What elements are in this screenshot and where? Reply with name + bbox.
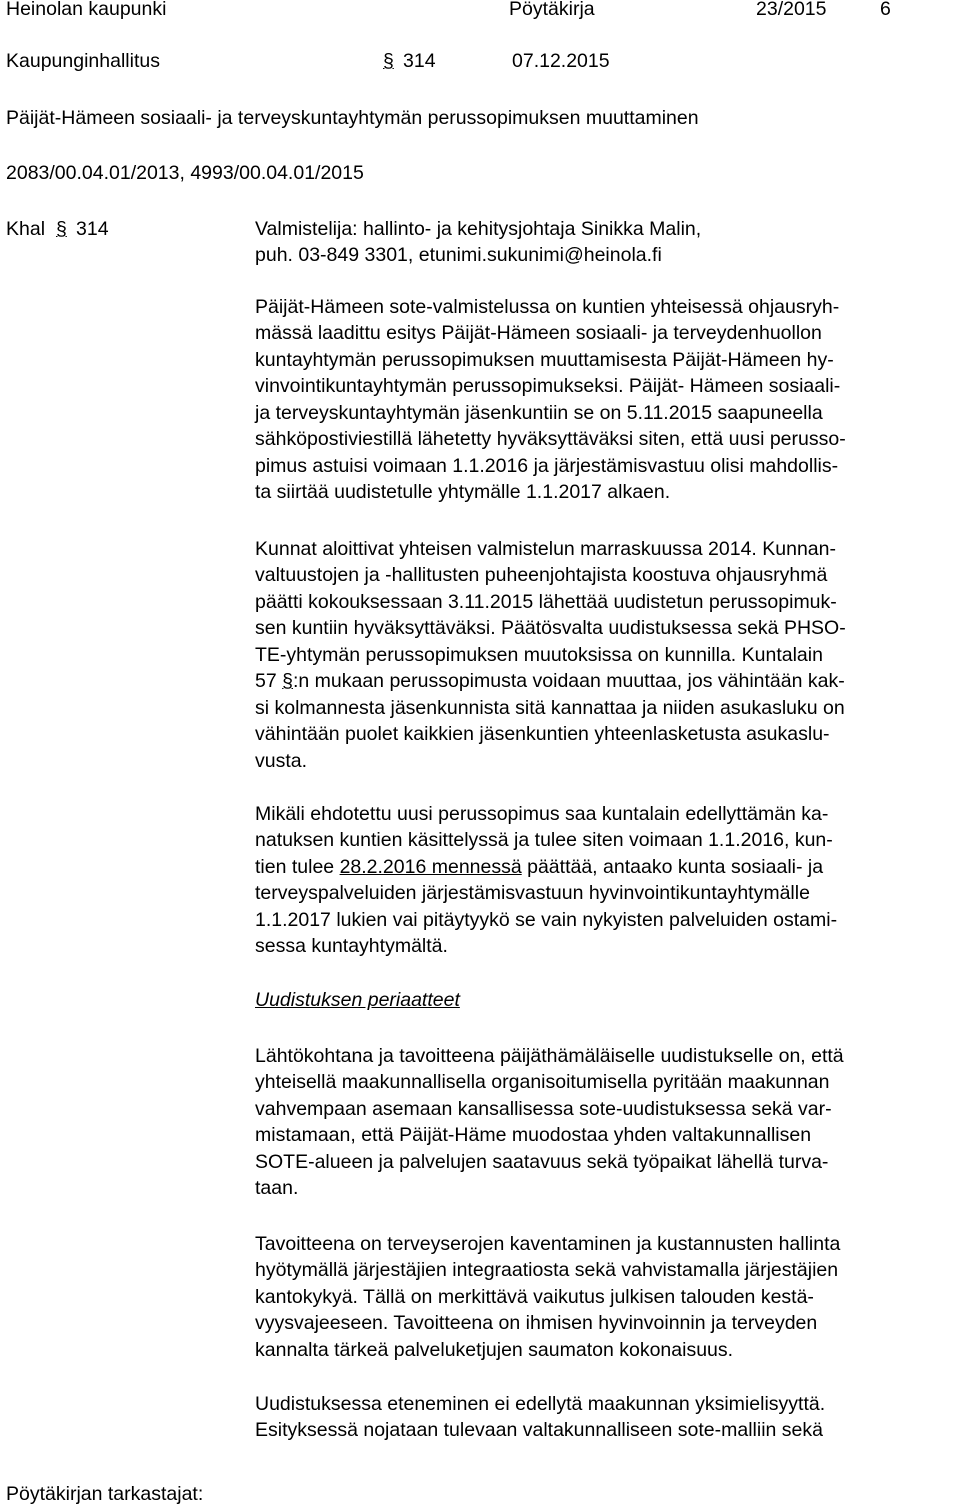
deadline-date: 28.2.2016 mennessä [339,856,522,878]
law-section-number: 57 [255,670,283,692]
paragraph-line: terveyspalveluiden järjestämisvastuun hyvinvointikuntayhtymälle [255,882,810,904]
item-number: 314 [76,218,109,240]
preparer-line: Valmistelija: hallinto- ja kehitysjohtaja Sinikka Malin, [255,218,702,240]
section-symbol: § [383,50,394,72]
municipality-name: Heinolan kaupunki [6,0,167,20]
paragraph-line: Uudistuksessa eteneminen ei edellytä maakunnan yksimielisyyttä. [255,1393,826,1415]
paragraph-line: kannalta tärkeä palveluketjujen saumaton kokonaisuus. [255,1339,734,1361]
paragraph-fragment: tien tulee [255,856,340,878]
paragraph-line: sen kuntiin hyväksyttäväksi. Päätösvalta uudistuksessa sekä PHSO- [255,617,846,639]
paragraph-line: vusta. [255,750,308,772]
document-title: Päijät-Hämeen sosiaali- ja terveyskuntayhtymän perussopimuksen muuttaminen [6,107,699,129]
paragraph-line: mässä laadittu esitys Päijät-Hämeen sosiaali- ja terveydenhuollon [255,322,822,344]
paragraph-line: ta siirtää uudistetulle yhtymälle 1.1.2017 alkaen. [255,481,671,503]
paragraph-line: Tavoitteena on terveyserojen kaventaminen ja kustannusten hallinta [255,1233,841,1255]
paragraph-line: vähintään puolet kaikkien jäsenkuntien yhteenlasketusta asukaslu- [255,723,830,745]
paragraph-line: yhteisellä maakunnallisella organisoitumisella pyritään maakunnan [255,1071,830,1093]
paragraph-line: mistamaan, että Päijät-Häme muodostaa yhden valtakunnallisen [255,1124,812,1146]
paragraph-line: sessa kuntayhtymältä. [255,935,448,957]
paragraph-line: kuntayhtymän perussopimuksen muuttamisesta Päijät-Hämeen hy- [255,349,834,371]
item-section-symbol: § [56,218,67,240]
paragraph-line: SOTE-alueen ja palvelujen saatavuus sekä työpaikat lähellä turva- [255,1151,829,1173]
paragraph-line: Lähtökohtana ja tavoitteena päijäthämäläiselle uudistukselle on, että [255,1045,844,1067]
minutes-reviewers-label: Pöytäkirjan tarkastajat: [6,1483,204,1505]
reference-numbers: 2083/00.04.01/2013, 4993/00.04.01/2015 [6,162,364,184]
paragraph-line: sähköpostiviestillä lähetetty hyväksyttäväksi siten, että uusi perusso- [255,428,846,450]
paragraph-line: hyötymällä järjestäjien integraatiosta sekä vahvistamalla järjestäjien [255,1259,839,1281]
document-type: Pöytäkirja [509,0,595,20]
paragraph-line: kantokykyä. Tällä on merkittävä vaikutus julkisen talouden kestä- [255,1286,814,1308]
paragraph-line: valtuustojen ja -hallitusten puheenjohtajista koostuva ohjausryhmä [255,564,828,586]
paragraph-line [255,856,823,879]
paragraph-fragment: päättää, antaako kunta sosiaali- ja [521,856,824,878]
section-subheading: Uudistuksen periaatteet [255,989,460,1011]
law-section-symbol: § [282,670,293,692]
document-number: 23/2015 [756,0,827,20]
preparer-contact: puh. 03-849 3301, etunimi.sukunimi@heinola.fi [255,244,662,266]
paragraph-line: vahvempaan asemaan kansallisessa sote-uudistuksessa sekä var- [255,1098,832,1120]
paragraph-line: natuksen kuntien käsittelyssä ja tulee siten voimaan 1.1.2016, kun- [255,829,833,851]
paragraph-line: ja terveyskuntayhtymän jäsenkuntiin se on 5.11.2015 saapuneella [255,402,823,424]
paragraph-line [255,670,845,693]
item-label: Khal [6,218,46,240]
paragraph-line: vinvointikuntayhtymän perussopimukseksi. Päijät- Hämeen sosiaali- [255,375,841,397]
paragraph-line: pimus astuisi voimaan 1.1.2016 ja järjestämisvastuu olisi mahdollis- [255,455,839,477]
paragraph-line: päätti kokouksessaan 3.11.2015 lähettää uudistetun perussopimuk- [255,591,837,613]
governing-body: Kaupunginhallitus [6,50,160,72]
paragraph-line: si kolmannesta jäsenkunnista sitä kannattaa ja niiden asukasluku on [255,697,845,719]
page-number: 6 [880,0,891,20]
section-number: 314 [403,50,436,72]
paragraph-line: Esityksessä nojataan tulevaan valtakunnalliseen sote-malliin sekä [255,1419,823,1441]
meeting-date: 07.12.2015 [512,50,610,72]
paragraph-line: Kunnat aloittivat yhteisen valmistelun marraskuussa 2014. Kunnan- [255,538,836,560]
law-section-text: :n mukaan perussopimusta voidaan muuttaa, jos vähintään kak- [292,670,845,692]
paragraph-line: taan. [255,1177,299,1199]
paragraph-line: TE-yhtymän perussopimuksen muutoksissa on kunnilla. Kuntalain [255,644,823,666]
paragraph-line: Päijät-Hämeen sote-valmistelussa on kuntien yhteisessä ohjausryh- [255,296,840,318]
paragraph-line: vyysvajeeseen. Tavoitteena on ihmisen hyvinvoinnin ja terveyden [255,1312,818,1334]
paragraph-line: Mikäli ehdotettu uusi perussopimus saa kuntalain edellyttämän ka- [255,803,829,825]
paragraph-line: 1.1.2017 lukien vai pitäytyykö se vain nykyisten palveluiden ostami- [255,909,838,931]
